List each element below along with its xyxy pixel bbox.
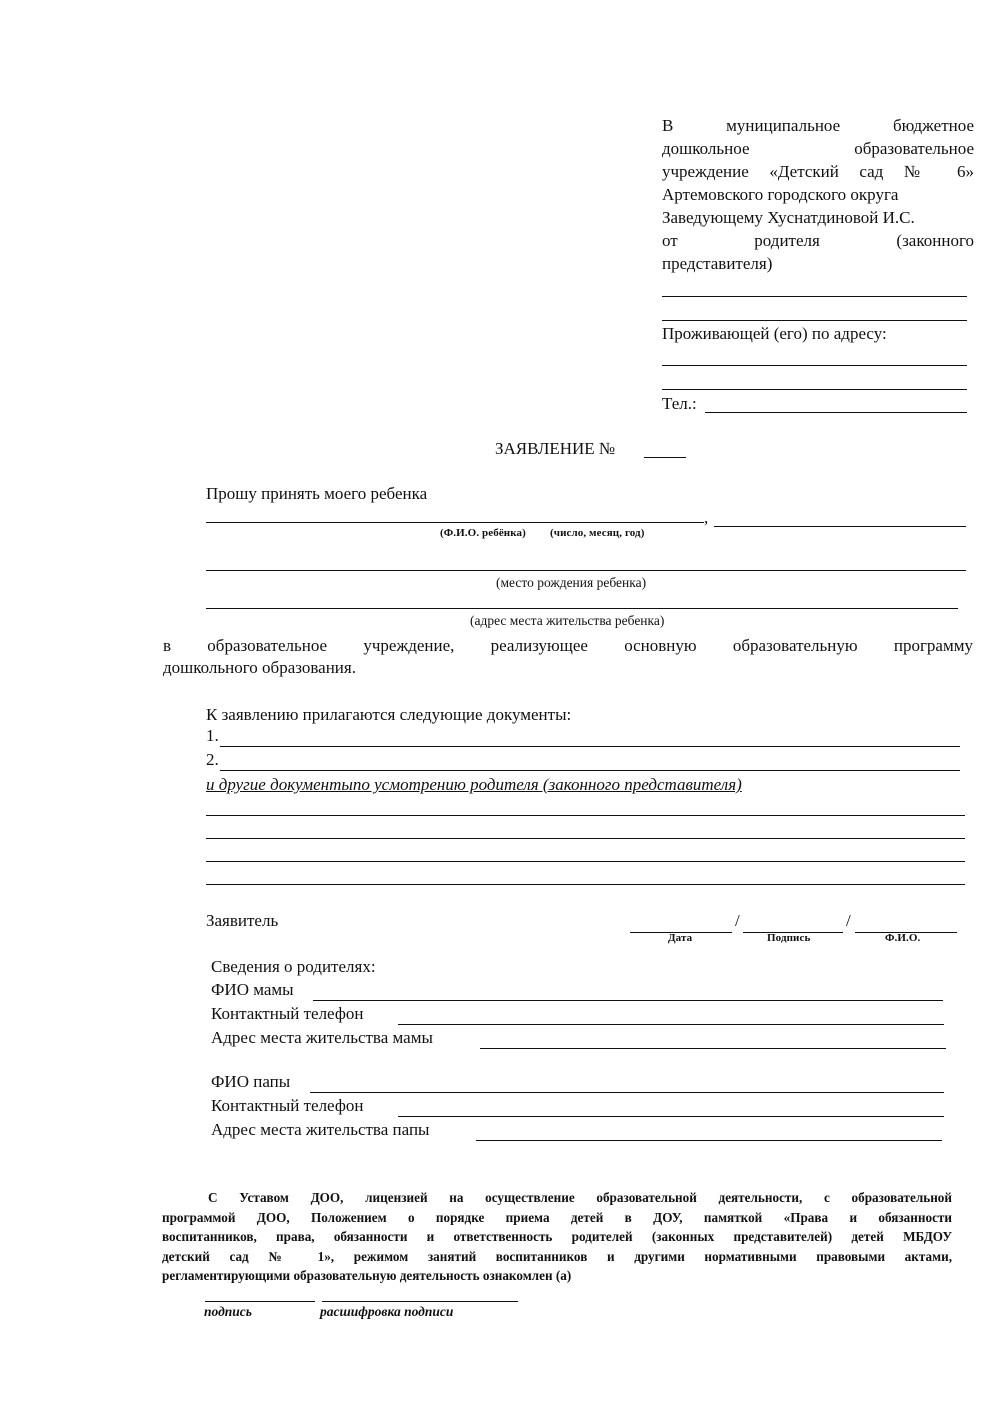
acknowledgement-line: программой ДОО, Положением о порядке приема детей в ДОУ, памяткой «Права и обязанности xyxy=(162,1209,952,1225)
acknowledgement-line: детский сад № 1», режимом занятий воспитанников и другими нормативными правовыми актами, xyxy=(162,1248,952,1264)
addressee-line: учреждение «Детский сад № 6» xyxy=(662,162,974,181)
child-date-caption: (число, месяц, год) xyxy=(550,527,645,539)
father-phone-label: Контактный телефон xyxy=(211,1096,364,1115)
request-body-line: в образовательное учреждение, реализующее основную образовательную программу xyxy=(163,636,973,655)
father-fio-line xyxy=(310,1092,944,1093)
parents-heading: Сведения о родителях: xyxy=(211,957,376,976)
addressee-line: представителя) xyxy=(662,254,773,273)
mother-address-line xyxy=(480,1048,946,1049)
blank-line xyxy=(206,815,965,816)
addressee-block xyxy=(662,114,974,275)
address-line-2 xyxy=(662,389,967,390)
addressee-line: Артемовского городского округа xyxy=(662,185,899,204)
father-fio-label: ФИО папы xyxy=(211,1072,291,1091)
acknowledgement-line: воспитанников, права, обязанности и ответственность родителей (законных представителей) детей МБДОУ xyxy=(162,1229,952,1244)
address-line-1 xyxy=(662,365,967,366)
birthplace-line xyxy=(206,570,966,571)
addressee-line: от родителя (законного xyxy=(662,231,974,250)
mother-phone-label: Контактный телефон xyxy=(211,1004,364,1023)
blank-line xyxy=(206,838,965,839)
applicant-signature-caption: Подпись xyxy=(767,932,811,944)
addressee-line: дошкольное образовательное xyxy=(662,139,974,158)
phone-line xyxy=(705,412,967,413)
applicant-fio-caption: Ф.И.О. xyxy=(885,932,921,944)
address-label: Проживающей (его) по адресу: xyxy=(662,324,887,343)
document-line-1 xyxy=(220,746,960,747)
residence-line xyxy=(206,608,958,609)
slash: / xyxy=(735,911,740,930)
father-address-label: Адрес места жительства папы xyxy=(211,1120,430,1139)
comma: , xyxy=(704,508,709,527)
other-documents-note: и другие документыпо усмотрению родителя (законного представителя) xyxy=(206,775,742,794)
documents-heading: К заявлению прилагаются следующие документы: xyxy=(206,705,572,724)
mother-fio-line xyxy=(313,1000,943,1001)
ack-decode-caption: расшифровка подписи xyxy=(320,1304,454,1319)
mother-address-label: Адрес места жительства мамы xyxy=(211,1028,433,1047)
ack-signature-caption: подпись xyxy=(204,1304,252,1319)
blank-line xyxy=(206,884,965,885)
addressee-line: Заведующему Хуснатдиновой И.С. xyxy=(662,208,915,227)
document-item-number: 1. xyxy=(206,726,219,745)
page-title: ЗАЯВЛЕНИЕ № xyxy=(495,439,616,458)
father-phone-line xyxy=(398,1116,944,1117)
request-body-line: дошкольного образования. xyxy=(163,658,356,677)
request-intro: Прошу принять моего ребенка xyxy=(206,484,428,503)
ack-decode-line xyxy=(322,1301,518,1302)
mother-phone-line xyxy=(398,1024,944,1025)
acknowledgement-line: С Уставом ДОО, лицензией на осуществление образовательной деятельности, с образовательной xyxy=(208,1190,952,1205)
document-line-2 xyxy=(220,770,960,771)
child-fio-line xyxy=(206,522,704,523)
father-address-line xyxy=(476,1140,942,1141)
applicant-label: Заявитель xyxy=(206,911,279,930)
document-item-number: 2. xyxy=(206,750,219,769)
parent-name-line-1 xyxy=(662,296,967,297)
addressee-line: В муниципальное бюджетное xyxy=(662,116,974,135)
blank-line xyxy=(206,861,965,862)
slash: / xyxy=(846,911,851,930)
mother-fio-label: ФИО мамы xyxy=(211,980,294,999)
residence-caption: (адрес места жительства ребенка) xyxy=(470,613,665,628)
phone-label: Тел.: xyxy=(662,394,697,413)
child-fio-caption: (Ф.И.О. ребёнка) xyxy=(440,527,526,539)
application-number-line xyxy=(644,457,686,458)
applicant-date-caption: Дата xyxy=(668,932,693,944)
acknowledgement-block xyxy=(162,1188,952,1286)
ack-signature-line xyxy=(205,1301,315,1302)
acknowledgement-line: регламентирующими образовательную деятельность ознакомлен (а) xyxy=(162,1268,572,1283)
child-birthdate-line xyxy=(714,526,966,527)
parent-name-line-2 xyxy=(662,320,967,321)
birthplace-caption: (место рождения ребенка) xyxy=(496,575,647,590)
